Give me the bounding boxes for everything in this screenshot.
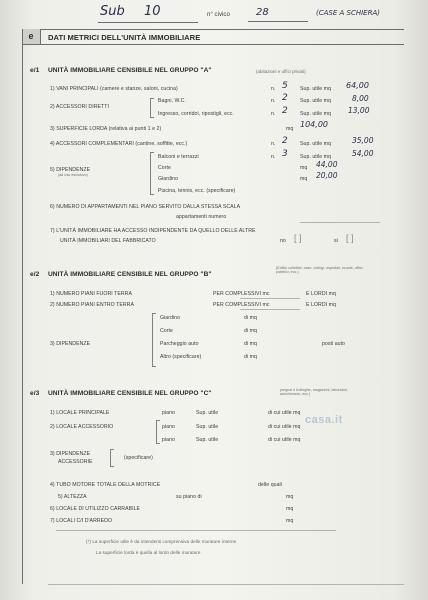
a-r5-n1: 3 (282, 149, 288, 159)
group-a-subtitle: (abitazioni e uffici privati) (256, 69, 306, 74)
c-r1-label: 1) LOCALE PRINCIPALE (50, 410, 110, 416)
scheda-value: 28 (256, 7, 269, 18)
a-r4-n-label: n. (271, 141, 276, 147)
fill-line (300, 222, 380, 223)
a-r2-n1-label: n. (271, 98, 276, 104)
a-r5-mq2-label: mq (300, 165, 308, 171)
c-r2b-c3: di cui utile mq (268, 437, 301, 443)
a-r7-no-box[interactable]: [ ] (294, 233, 302, 243)
b-r2-label: 2) NUMERO PIANI ENTRO TERRA (50, 302, 134, 308)
a-r5-sup1: 54,00 (352, 149, 374, 158)
a-r5-label: 5) DIPENDENZE (50, 167, 91, 173)
a-r2-sup1-value: 8,00 (352, 94, 369, 103)
b-r3-unit-1: di mq (244, 315, 257, 321)
a-r1-n-label: n. (271, 86, 276, 92)
a-r2-brace (150, 98, 154, 118)
header-bottom-rule (22, 44, 404, 45)
c-r1-c2: Sup. utile (196, 410, 219, 416)
c-r2-c2: Sup. utile (196, 424, 219, 430)
c-r3-label1: 3) DIPENDENZE (50, 451, 91, 457)
a-r2-n1: 2 (282, 93, 288, 103)
a-r1-sup-label: Sup. utile mq (300, 86, 331, 92)
a-r7-label2: UNITÀ IMMOBILIARI DEL FABBRICATO (60, 238, 156, 244)
c-r1-mid: piano (162, 410, 175, 416)
a-r4-sup-value: 35,00 (352, 136, 374, 145)
a-r7-si-box[interactable]: [ ] (346, 233, 354, 243)
sub-value: 10 (144, 4, 161, 19)
b-r3-unit-4: di mq (244, 354, 257, 360)
a-r6-sub: appartamenti numero (176, 214, 227, 220)
a-r5-sub4: Piscina, tennis, ecc. (specificare) (158, 188, 236, 194)
c-r1-c3: di cui utile mq (268, 410, 301, 416)
a-r2-sup2-value: 13,00 (348, 106, 370, 115)
a-r7-si: si (334, 238, 338, 244)
c-r3-label2: ACCESSORIE (58, 459, 93, 465)
group-c-code: e/3 (30, 390, 40, 397)
sub-underline (98, 22, 198, 23)
b-r3-unit-2: di mq (244, 328, 257, 334)
a-r2-sup2-label: Sup. utile mq (300, 111, 331, 117)
a-r2-label: 2) ACCESSORI DIRETTI (50, 104, 109, 110)
c-r4-mid: delle quali (258, 482, 282, 488)
a-r2-n2: 2 (282, 106, 288, 116)
c-r2b-c2: Sup. utile (196, 437, 219, 443)
a-r5-sub2: Corte (158, 165, 171, 171)
b-r3-unit-3: di mq (244, 341, 257, 347)
a-r2-sub1: Bagni, W.C. (158, 98, 186, 104)
scheda-underline (248, 21, 308, 22)
c-note2: La superficie lorda è quella al lordo delle murature (96, 550, 201, 555)
a-r3-mq-label: mq (286, 126, 294, 132)
handwritten-note: (CASE A SCHIERA) (316, 9, 380, 17)
a-r5-brace (150, 152, 154, 195)
fill-line (240, 309, 300, 310)
watermark-text: casa.it (305, 414, 343, 426)
section-title: DATI METRICI DELL'UNITÀ IMMOBILIARE (48, 33, 201, 42)
a-r2-n2-label: n. (271, 111, 276, 117)
c-r6-right: mq (286, 506, 294, 512)
c-r2-mid: piano (162, 424, 175, 430)
c-r4-label: 4) TUBO MOTORE TOTALE DELLA MOTRICE (50, 482, 161, 488)
c-r3-mid: (specificare) (124, 455, 153, 461)
group-c-subtitle: (negozi e botteghe, magazzini, laboratori, autorimesse, ecc.) (280, 388, 349, 397)
a-r1-n-value: 5 (282, 81, 288, 91)
group-b-subtitle: (Edifici collettivi: case, collegi, ospedali, scuole, uffici pubblici, ecc.) (276, 266, 363, 275)
group-b-title: UNITÀ IMMOBILIARE CENSIBILE NEL GRUPPO "B" (48, 271, 212, 278)
a-r4-sup-label: Sup. utile mq (300, 141, 331, 147)
group-a-code: e/1 (30, 67, 40, 74)
b-r1-label: 1) NUMERO PIANI FUORI TERRA (50, 291, 132, 297)
c-r5-mid: su piano di (176, 494, 202, 500)
a-r2-sub2: Ingresso, corridoi, ripostigli, ecc. (158, 111, 234, 117)
a-r5-sup-label: Sup. utile mq (300, 154, 331, 160)
c-r5-right: mq (286, 494, 294, 500)
a-r5-note: (ad uso esclusivo) (58, 173, 88, 177)
c-r2b-mid: piano (162, 437, 175, 443)
b-r3-item-altro: Altro (specificare) (160, 354, 202, 360)
b-r3-brace (152, 313, 156, 367)
a-r7-no: no (280, 238, 286, 244)
a-r3-label: 3) SUPERFICIE LORDA (relativa ai punti 1 e 2) (50, 126, 162, 132)
a-r4-n-value: 2 (282, 136, 288, 146)
group-b-code: e/2 (30, 271, 40, 278)
b-r1-mid: PER COMPLESSIVI mc (213, 291, 270, 297)
a-r5-mq3-label: mq (300, 176, 308, 182)
fill-line (56, 530, 336, 531)
b-r1-right: E LORDI mq (306, 291, 336, 297)
section-letter: e (22, 29, 41, 44)
c-r7-right: mq (286, 518, 294, 524)
b-r2-right: E LORDI mq (306, 302, 336, 308)
fill-line (48, 584, 404, 585)
a-r5-n-label: n. (271, 154, 276, 160)
group-c-title: UNITÀ IMMOBILIARE CENSIBILE NEL GRUPPO "C" (48, 390, 212, 397)
b-r3-label: 3) DIPENDENZE (50, 341, 91, 347)
c-r6-label: 6) LOCALE DI UTILIZZO CARRABILE (50, 506, 141, 512)
header-top-rule (22, 29, 404, 30)
group-a-title: UNITÀ IMMOBILIARE CENSIBILE NEL GRUPPO "A" (48, 67, 212, 74)
a-r3-mq-value: 104,00 (300, 120, 328, 129)
b-r2-mid: PER COMPLESSIVI mc (213, 302, 270, 308)
a-r1-label: 1) VANI PRINCIPALI (camere e stanze, saloni, cucina) (50, 86, 178, 92)
a-r6-label: 6) NUMERO DI APPARTAMENTI NEL PIANO SERVITO DALLA STESSA SCALA (50, 204, 241, 210)
a-r5-sub3: Giardino (158, 176, 179, 182)
b-r3-item-giardino: Giardino (160, 315, 181, 321)
a-r7-label1: 7) L'UNITÀ IMMOBILIARE HA ACCESSO INDIPENDENTE DA QUELLO DELLE ALTRE (50, 228, 256, 234)
c-note1: (*) La superficie utile è da intendersi comprensiva delle murature interne (86, 539, 237, 544)
a-r5-mq3: 20,00 (316, 171, 338, 180)
c-r2-c3: di cui utile mq (268, 424, 301, 430)
b-r3-posti: posti auto (322, 341, 345, 347)
c-r2-brace (156, 420, 160, 444)
c-r3-brace (110, 449, 114, 467)
a-r5-mq2: 44,00 (316, 160, 338, 169)
c-r5-label: 5) ALTEZZA (58, 494, 87, 500)
left-margin-rule (22, 29, 23, 584)
b-r3-item-corte: Corte (160, 328, 173, 334)
sub-label: Sub (100, 4, 125, 19)
a-r4-label: 4) ACCESSORI COMPLEMENTARI (cantine, soffitte, ecc.) (50, 141, 188, 147)
c-r7-label: 7) LOCALI C/I D'ARREDO (50, 518, 113, 524)
a-r5-sub1: Balconi e terrazzi (158, 154, 199, 160)
b-r3-item-parcheggio: Parcheggio auto (160, 341, 199, 347)
scheda-label: n° civico (207, 12, 230, 18)
fill-line (240, 298, 300, 299)
c-r2-label: 2) LOCALE ACCESSORIO (50, 424, 114, 430)
a-r2-sup1-label: Sup. utile mq (300, 98, 331, 104)
a-r1-sup-value: 64,00 (346, 81, 369, 90)
